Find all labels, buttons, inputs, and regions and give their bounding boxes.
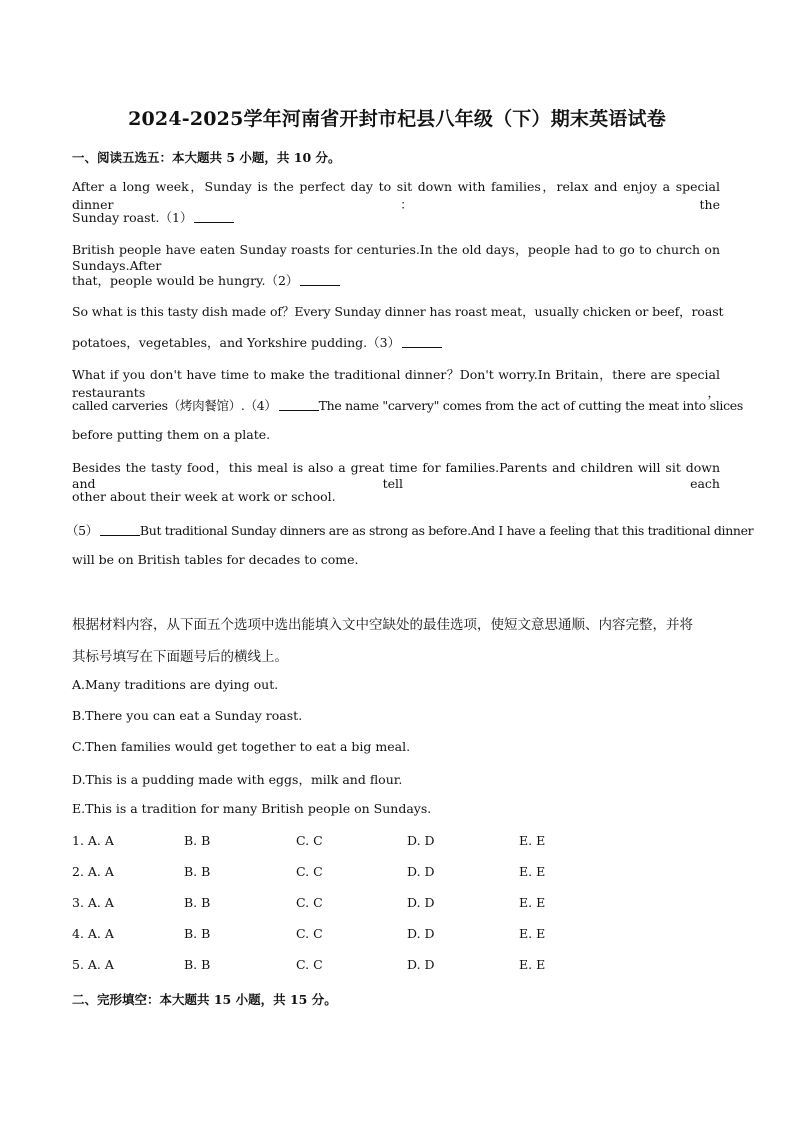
- answer-blank-4: [279, 398, 319, 411]
- question-5-option-a[interactable]: 5. A. A: [72, 957, 114, 972]
- instructions-line: 根据材料内容，从下面五个选项中选出能填入文中空缺处的最佳选项，使短文意思通顺、内容完整，并将: [72, 617, 693, 633]
- question-3-option-a[interactable]: 3. A. A: [72, 895, 114, 910]
- choice-b: B.There you can eat a Sunday roast.: [72, 708, 303, 723]
- answer-blank-1: [194, 210, 234, 223]
- passage-line: British people have eaten Sunday roasts for centuries.In the old days，people had to go to church on Sundays.After: [72, 242, 720, 273]
- question-1-option-e[interactable]: E. E: [519, 833, 546, 848]
- question-1-option-d[interactable]: D. D: [407, 833, 435, 848]
- question-4-option-d[interactable]: D. D: [407, 926, 435, 941]
- instructions-line: 其标号填写在下面题号后的横线上。: [72, 649, 288, 665]
- question-5-option-d[interactable]: D. D: [407, 957, 435, 972]
- passage-line: before putting them on a plate.: [72, 427, 271, 442]
- question-2-option-c[interactable]: C. C: [296, 864, 323, 879]
- question-3-option-b[interactable]: B. B: [184, 895, 211, 910]
- section-1-heading: 一、阅读五选五：本大题共 5 小题，共 10 分。: [72, 150, 341, 165]
- choice-a: A.Many traditions are dying out.: [72, 677, 279, 692]
- answer-blank-2: [300, 273, 340, 286]
- question-2-option-e[interactable]: E. E: [519, 864, 546, 879]
- question-5-option-e[interactable]: E. E: [519, 957, 546, 972]
- answer-blank-5: [100, 523, 140, 536]
- question-3-option-d[interactable]: D. D: [407, 895, 435, 910]
- question-1-option-b[interactable]: B. B: [184, 833, 211, 848]
- passage-line: will be on British tables for decades to come.: [72, 552, 359, 567]
- passage-line: potatoes，vegetables，and Yorkshire pudding.（3）: [72, 333, 442, 351]
- question-1-option-a[interactable]: 1. A. A: [72, 833, 114, 848]
- question-1-option-c[interactable]: C. C: [296, 833, 323, 848]
- question-5-option-c[interactable]: C. C: [296, 957, 323, 972]
- passage-line: After a long week，Sunday is the perfect day to sit down with families，relax and enjoy a special dinner：the: [72, 179, 720, 212]
- answer-blank-3: [402, 335, 442, 348]
- choice-c: C.Then families would get together to eat a big meal.: [72, 739, 411, 754]
- question-2-option-d[interactable]: D. D: [407, 864, 435, 879]
- passage-line: called carveries（烤肉餐馆）.（4） The name "carvery" comes from the act of cutting the meat into slices: [72, 398, 744, 413]
- question-2-option-a[interactable]: 2. A. A: [72, 864, 114, 879]
- question-3-option-e[interactable]: E. E: [519, 895, 546, 910]
- passage-line: What if you don't have time to make the traditional dinner？Don't worry.In Britain，there are special restaurants，: [72, 367, 720, 400]
- passage-line: that，people would be hungry.（2）: [72, 271, 340, 289]
- choice-e: E.This is a tradition for many British people on Sundays.: [72, 801, 432, 816]
- passage-line: （5） But traditional Sunday dinners are as strong as before.And I have a feeling that this traditional dinner: [66, 523, 754, 538]
- question-3-option-c[interactable]: C. C: [296, 895, 323, 910]
- section-2-heading: 二、完形填空：本大题共 15 小题，共 15 分。: [72, 992, 337, 1007]
- passage-line: So what is this tasty dish made of？Every Sunday dinner has roast meat，usually chicken or beef，roast: [72, 304, 724, 319]
- choice-d: D.This is a pudding made with eggs，milk and flour.: [72, 772, 403, 787]
- question-2-option-b[interactable]: B. B: [184, 864, 211, 879]
- question-4-option-c[interactable]: C. C: [296, 926, 323, 941]
- passage-line: Sunday roast.（1）: [72, 208, 234, 226]
- passage-line: other about their week at work or school.: [72, 489, 336, 504]
- question-4-option-a[interactable]: 4. A. A: [72, 926, 114, 941]
- passage-line: Besides the tasty food，this meal is also a great time for families.Parents and children will sit down and tell each: [72, 460, 720, 491]
- question-4-option-b[interactable]: B. B: [184, 926, 211, 941]
- exam-title: 2024-2025学年河南省开封市杞县八年级（下）期末英语试卷: [128, 108, 666, 130]
- question-5-option-b[interactable]: B. B: [184, 957, 211, 972]
- question-4-option-e[interactable]: E. E: [519, 926, 546, 941]
